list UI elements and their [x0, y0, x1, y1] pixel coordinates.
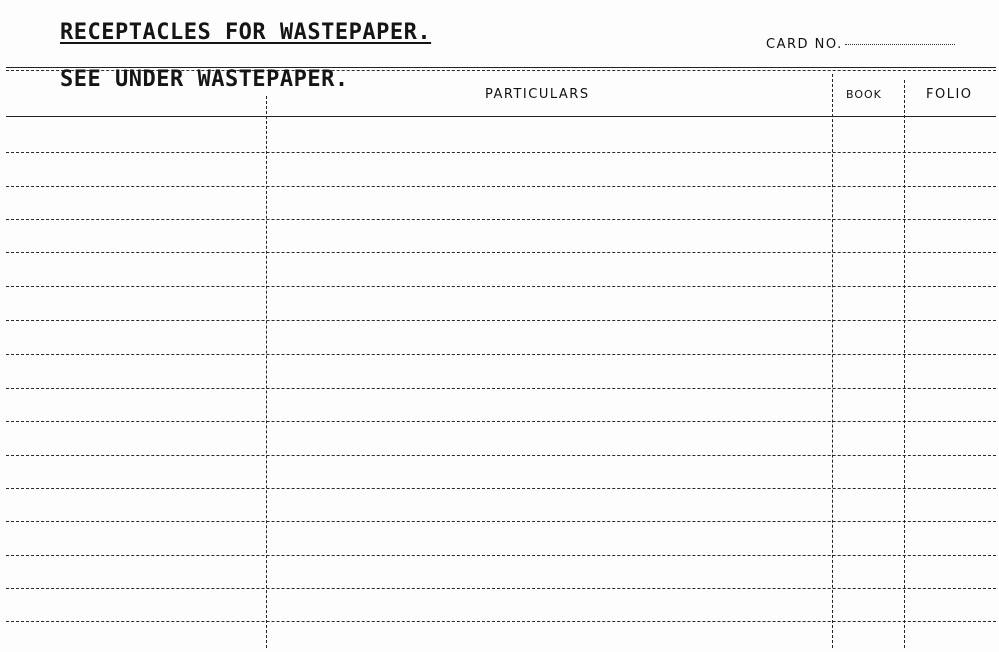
column-divider-particulars-left — [266, 96, 267, 648]
column-header-book: BOOK — [846, 88, 882, 101]
ruled-line — [6, 555, 996, 556]
card-number-label: CARD NO. — [766, 37, 843, 52]
ruled-line — [6, 286, 996, 287]
ruled-line — [6, 488, 996, 489]
column-divider-folio-left — [904, 80, 905, 648]
ruled-line — [6, 421, 996, 422]
card-cross-reference: SEE UNDER WASTEPAPER. — [60, 67, 349, 92]
ruled-line — [6, 186, 996, 187]
header-rule-bottom — [6, 116, 996, 117]
ruled-line — [6, 621, 996, 622]
ruled-line — [6, 152, 996, 153]
card-title: RECEPTACLES FOR WASTEPAPER. — [60, 20, 432, 45]
ruled-line — [6, 588, 996, 589]
column-header-particulars: PARTICULARS — [485, 87, 590, 102]
ruled-line — [6, 354, 996, 355]
ruled-line — [6, 320, 996, 321]
ruled-line — [6, 219, 996, 220]
ruled-line — [6, 388, 996, 389]
column-divider-book-left — [832, 74, 833, 648]
ruled-line — [6, 252, 996, 253]
card-number-blank — [845, 44, 955, 45]
card-number-field — [766, 37, 955, 52]
column-header-folio: FOLIO — [926, 87, 973, 102]
ruled-line — [6, 455, 996, 456]
ruled-line — [6, 521, 996, 522]
